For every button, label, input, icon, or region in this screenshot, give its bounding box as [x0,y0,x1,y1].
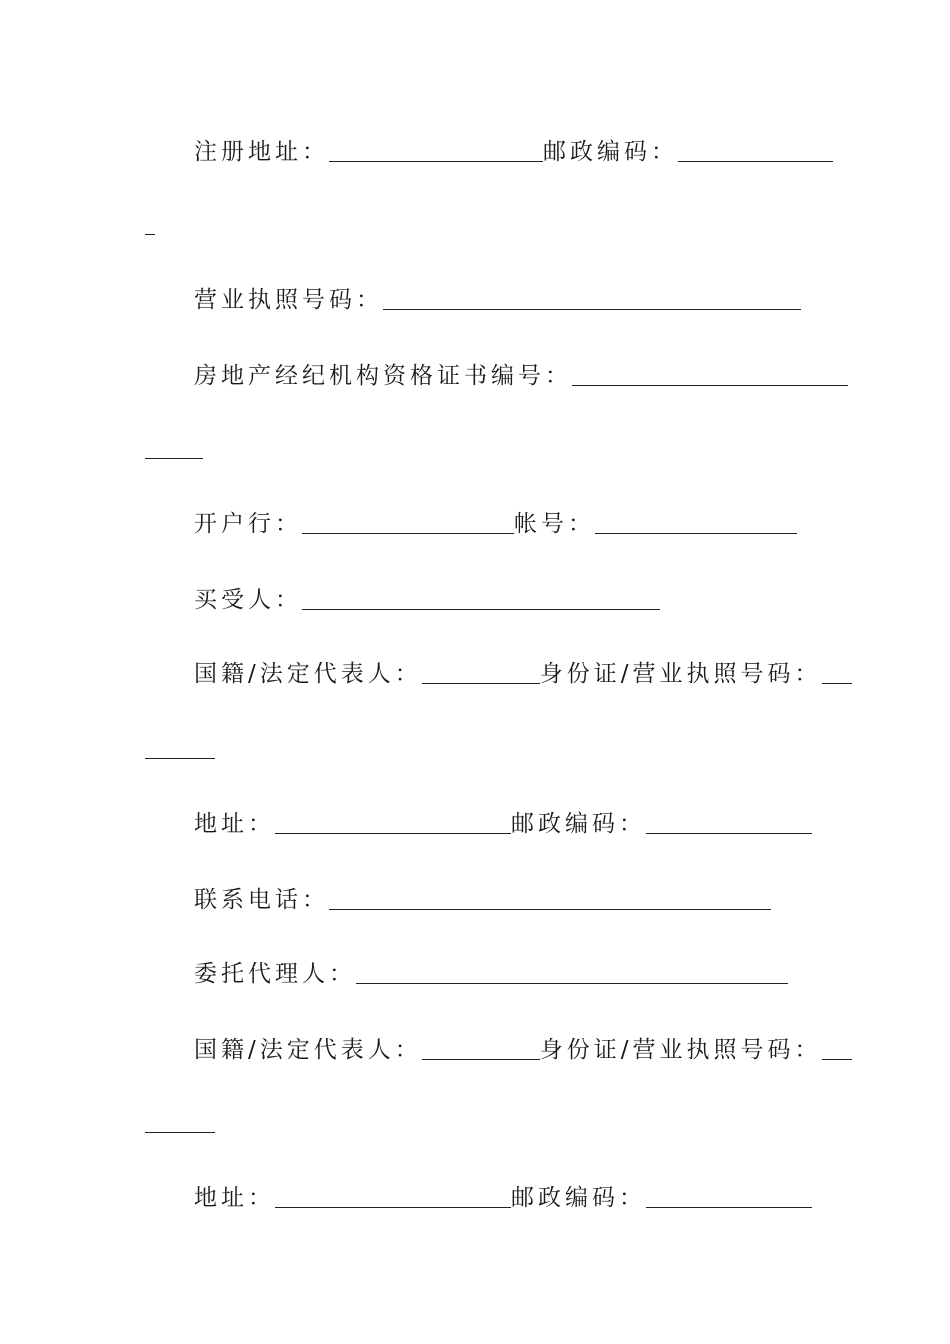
agent-address-field[interactable] [275,1207,511,1208]
postal-code-label: 邮政编码： [543,139,678,165]
agent-nationality-rep-field[interactable] [422,1059,540,1060]
bank-account-row [194,508,797,538]
account-field[interactable] [595,533,797,534]
buyer-rep-row [194,658,852,688]
agent-id-license-field-continuation[interactable] [145,1132,215,1133]
buyer-id-license-label: 身份证/营业执照号码： [539,661,822,687]
postal-code-field[interactable] [678,161,833,162]
agent-label: 委托代理人： [194,961,356,987]
agent-field[interactable] [356,983,788,984]
phone-label: 联系电话： [194,887,329,913]
agent-row [194,958,788,988]
buyer-postal-code-field[interactable] [646,833,812,834]
buyer-id-license-field-continuation[interactable] [145,758,215,759]
business-license-label: 营业执照号码： [194,287,383,313]
agent-nationality-rep-label: 国籍/法定代表人： [194,1037,422,1063]
agent-id-license-label: 身份证/营业执照号码： [539,1037,822,1063]
agency-cert-field[interactable] [572,385,848,386]
agency-cert-field-continuation[interactable] [145,458,203,459]
buyer-address-field[interactable] [275,833,511,834]
account-label: 帐号： [514,511,595,537]
buyer-address-row [194,808,812,838]
business-license-field[interactable] [383,309,801,310]
registered-address-row [194,136,833,166]
buyer-postal-code-label: 邮政编码： [511,811,646,837]
buyer-label: 买受人： [194,587,302,613]
bank-field[interactable] [302,533,514,534]
agent-address-row [194,1182,812,1212]
agent-address-label: 地址： [194,1185,275,1211]
buyer-id-license-field[interactable] [822,683,852,684]
registered-address-field[interactable] [329,161,543,162]
agent-id-license-field[interactable] [822,1059,852,1060]
agent-postal-code-field[interactable] [646,1207,812,1208]
buyer-nationality-rep-field[interactable] [422,683,540,684]
phone-field[interactable] [329,909,771,910]
agent-rep-row [194,1034,852,1064]
buyer-nationality-rep-label: 国籍/法定代表人： [194,661,422,687]
bank-label: 开户行： [194,511,302,537]
postal-code-field-continuation[interactable] [145,234,155,235]
business-license-row [194,284,801,314]
agent-postal-code-label: 邮政编码： [511,1185,646,1211]
phone-row [194,884,771,914]
buyer-row [194,584,660,614]
registered-address-label: 注册地址： [194,139,329,165]
agency-cert-row [194,360,848,390]
buyer-address-label: 地址： [194,811,275,837]
agency-cert-label: 房地产经纪机构资格证书编号： [194,363,572,389]
buyer-field[interactable] [302,609,660,610]
